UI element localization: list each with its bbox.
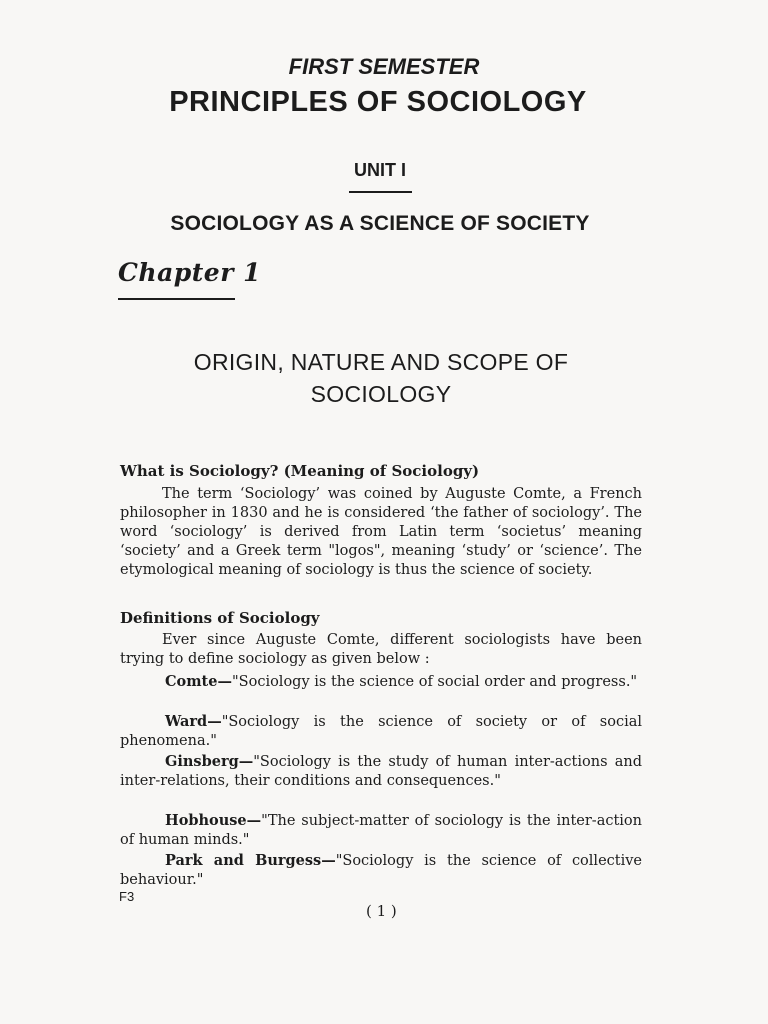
definition-author: Ginsberg— (165, 753, 254, 770)
section-heading-meaning: What is Sociology? (Meaning of Sociology) (120, 462, 480, 480)
definition-author: Ward— (165, 713, 222, 730)
definition-park-burgess (120, 851, 642, 890)
definitions-intro: Ever since Auguste Comte, different sociologists have been trying to define sociology as given below : (120, 632, 642, 667)
definition-author: Hobhouse— (165, 812, 262, 829)
definition-text: "Sociology is the science of collective behaviour." (120, 853, 643, 888)
chapter-title-line-1: ORIGIN, NATURE AND SCOPE OF (193, 349, 569, 375)
meaning-paragraph: The term ‘Sociology’ was coined by Auguste Comte, a French philosopher in 1830 and he is considered ‘the father of sociology’. The word ‘sociology’ is derived from Latin term ‘societus’ meaning ‘society’ and a Greek term "logos", meaning ‘study’ or ‘science’. The etymological meaning of sociology is thus the science of society. (120, 486, 642, 578)
signature-mark: F3 (119, 889, 135, 904)
unit-underline (349, 191, 412, 193)
chapter-label: Chapter 1 (118, 258, 261, 287)
definition-hobhouse (120, 811, 642, 850)
book-title: PRINCIPLES OF SOCIOLOGY (169, 86, 587, 118)
chapter-underline (118, 298, 235, 300)
definition-ward (120, 712, 642, 751)
definition-text: "Sociology is the study of human inter-actions and inter-relations, their conditions and consequences." (120, 754, 642, 789)
definition-author: Comte— (165, 673, 232, 690)
chapter-title (0, 346, 762, 410)
definition-text: "Sociology is the science of society or of social phenomena." (120, 714, 642, 749)
definition-text: "Sociology is the science of social order and progress." (231, 674, 638, 690)
definition-text: "The subject-matter of sociology is the inter-action of human minds." (120, 813, 642, 848)
page-number: ( 1 ) (366, 902, 397, 920)
chapter-title-line-2: SOCIOLOGY (310, 381, 452, 407)
definition-comte (120, 672, 642, 692)
section-heading-definitions: Definitions of Sociology (120, 609, 320, 627)
definition-author: Park and Burgess— (165, 852, 336, 869)
semester-heading: FIRST SEMESTER (288, 54, 480, 79)
unit-label: UNIT I (354, 160, 406, 180)
definition-ginsberg (120, 752, 642, 791)
unit-title: SOCIOLOGY AS A SCIENCE OF SOCIETY (170, 212, 590, 235)
